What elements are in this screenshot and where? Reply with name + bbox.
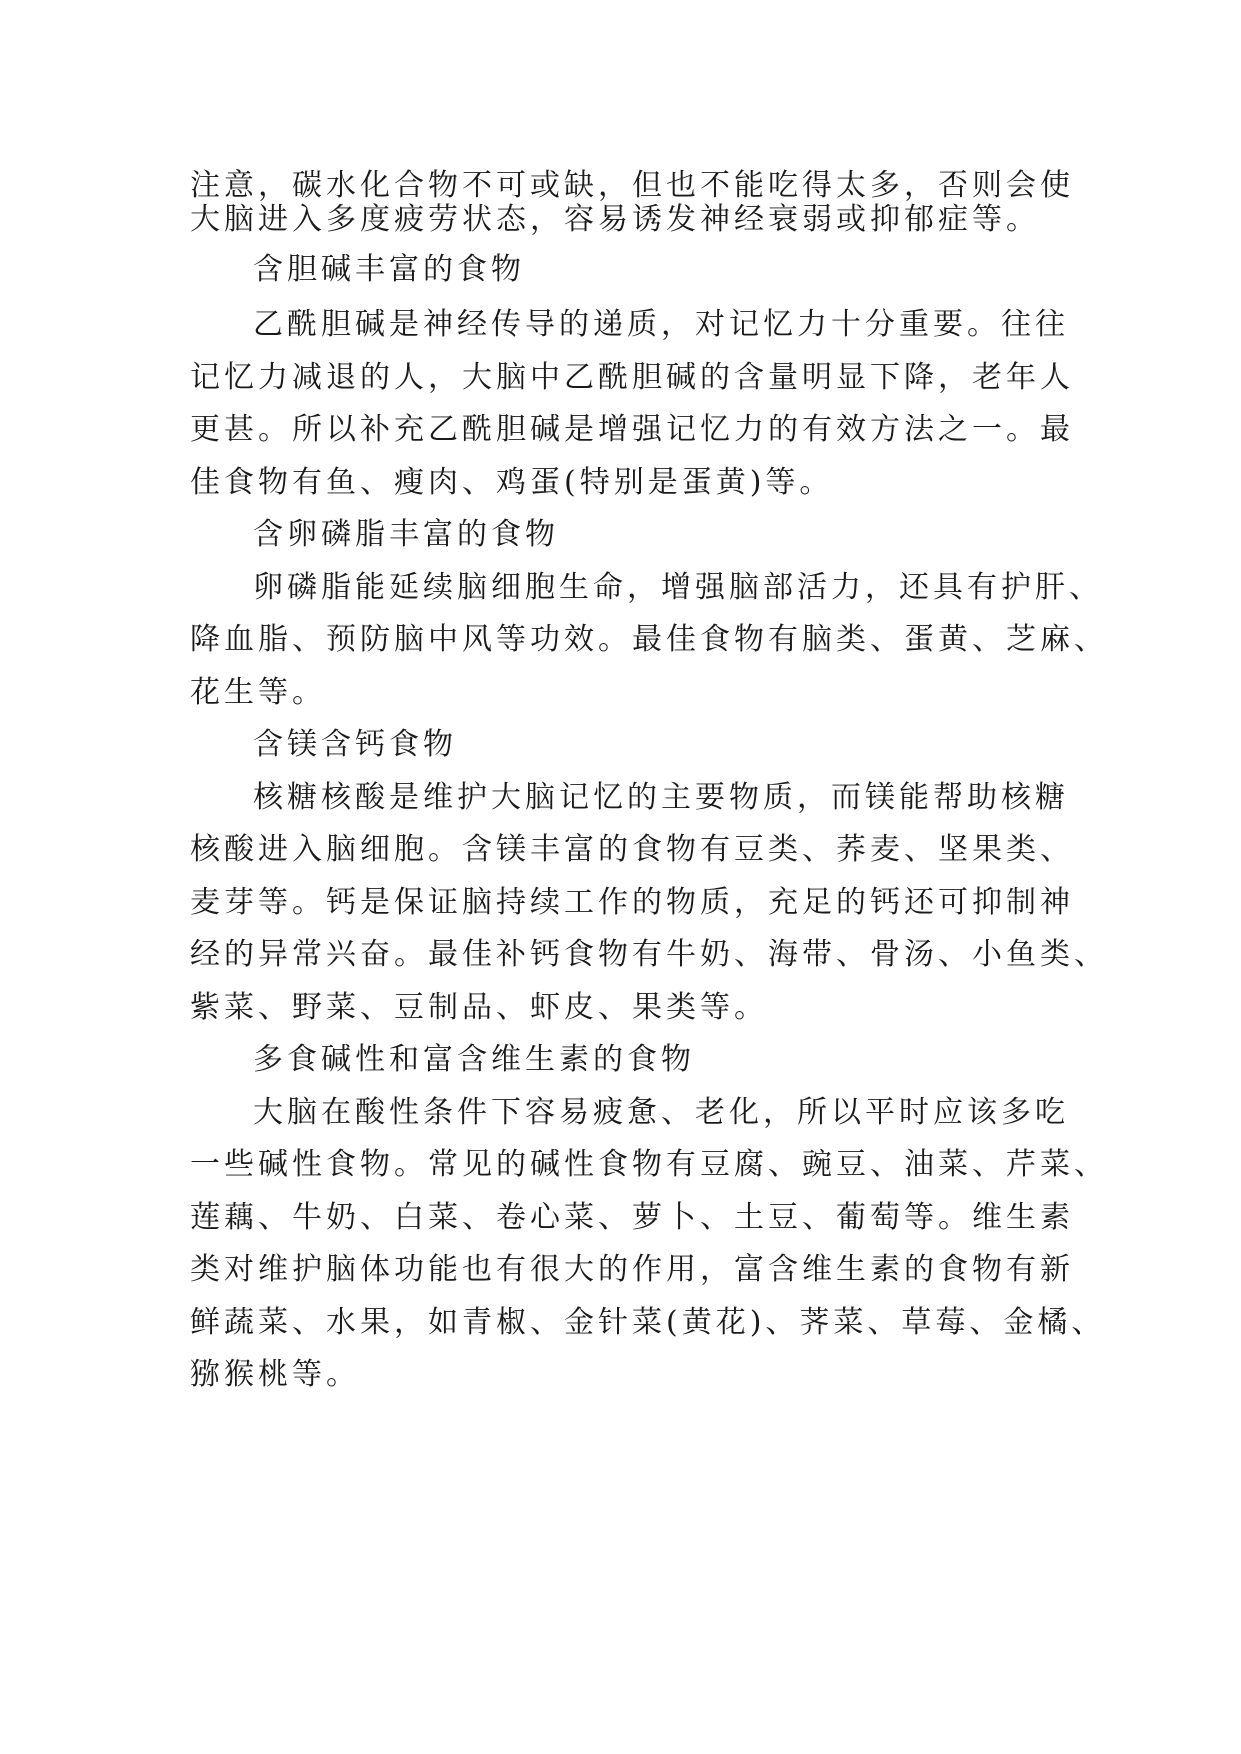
body-text-line: 花生等。	[190, 675, 326, 710]
paragraph-first-line: 卵磷脂能延续脑细胞生命，增强脑部活力，还具有护肝、	[253, 570, 1103, 605]
body-text-line: 麦芽等。钙是保证脑持续工作的物质，充足的钙还可抑制神	[190, 885, 1074, 920]
paragraph-first-line: 乙酰胆碱是神经传导的递质，对记忆力十分重要。往往	[253, 307, 1069, 342]
body-text-line: 一些碱性食物。常见的碱性食物有豆腐、豌豆、油菜、芹菜、	[190, 1147, 1108, 1182]
body-text-line: 注意，碳水化合物不可或缺，但也不能吃得太多，否则会使	[190, 168, 1074, 203]
body-text-line: 更甚。所以补充乙酰胆碱是增强记忆力的有效方法之一。最	[190, 412, 1074, 447]
section-heading-magnesium-calcium: 含镁含钙食物	[253, 727, 457, 762]
section-heading-choline: 含胆碱丰富的食物	[253, 252, 525, 287]
paragraph-first-line: 大脑在酸性条件下容易疲惫、老化，所以平时应该多吃	[253, 1095, 1069, 1130]
body-text-line: 莲藕、牛奶、白菜、卷心菜、萝卜、土豆、葡萄等。维生素	[190, 1200, 1074, 1235]
body-text-line: 记忆力减退的人，大脑中乙酰胆碱的含量明显下降，老年人	[190, 360, 1074, 395]
body-text-line: 经的异常兴奋。最佳补钙食物有牛奶、海带、骨汤、小鱼类、	[190, 937, 1108, 972]
section-heading-lecithin: 含卵磷脂丰富的食物	[253, 517, 559, 552]
body-text-line: 鲜蔬菜、水果，如青椒、金针菜(黄花)、荠菜、草莓、金橘、	[190, 1305, 1106, 1340]
body-text-line: 类对维护脑体功能也有很大的作用，富含维生素的食物有新	[190, 1252, 1074, 1287]
body-text-line: 猕猴桃等。	[190, 1357, 360, 1392]
body-text-line: 核酸进入脑细胞。含镁丰富的食物有豆类、荞麦、坚果类、	[190, 832, 1074, 867]
body-text-line: 佳食物有鱼、瘦肉、鸡蛋(特别是蛋黄)等。	[190, 465, 834, 500]
body-text-line: 大脑进入多度疲劳状态，容易诱发神经衰弱或抑郁症等。	[190, 202, 1040, 237]
body-text-line: 降血脂、预防脑中风等功效。最佳食物有脑类、蛋黄、芝麻、	[190, 622, 1108, 657]
body-text-line: 紫菜、野菜、豆制品、虾皮、果类等。	[190, 990, 768, 1025]
paragraph-first-line: 核糖核酸是维护大脑记忆的主要物质，而镁能帮助核糖	[253, 780, 1069, 815]
section-heading-alkaline-vitamin: 多食碱性和富含维生素的食物	[253, 1042, 695, 1077]
